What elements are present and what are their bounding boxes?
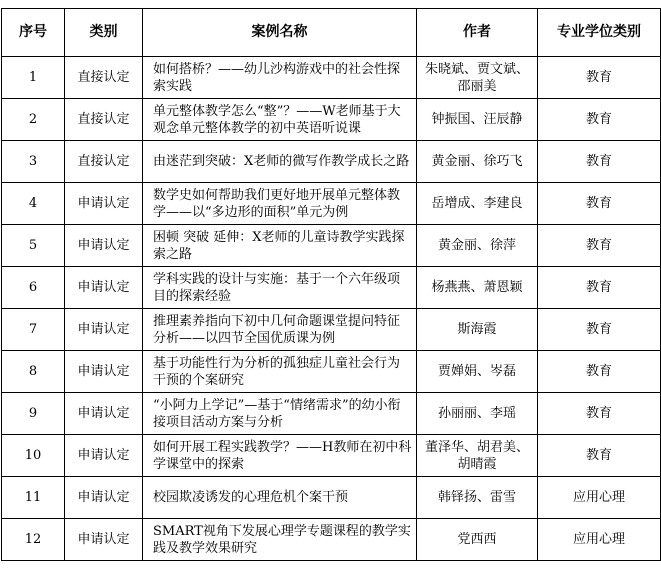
row-degree: 教育 <box>538 99 661 141</box>
row-degree: 教育 <box>538 351 661 393</box>
table-row <box>2 393 661 435</box>
row-title: 困顿 突破 延伸：X老师的儿童诗教学实践探索之路 <box>143 225 417 267</box>
row-degree: 应用心理 <box>538 477 661 519</box>
row-no: 2 <box>2 99 65 141</box>
row-no: 4 <box>2 183 65 225</box>
row-category: 申请认定 <box>65 225 143 267</box>
row-no: 12 <box>2 519 65 561</box>
row-degree: 教育 <box>538 183 661 225</box>
row-category: 申请认定 <box>65 393 143 435</box>
row-degree: 教育 <box>538 141 661 183</box>
row-category: 申请认定 <box>65 519 143 561</box>
row-title: SMART视角下发展心理学专题课程的教学实践及教学效果研究 <box>143 519 417 561</box>
row-category: 申请认定 <box>65 267 143 309</box>
row-degree: 教育 <box>538 57 661 99</box>
row-category: 申请认定 <box>65 351 143 393</box>
table-row <box>2 57 661 99</box>
row-authors: 党西西 <box>417 519 538 561</box>
table-row <box>2 183 661 225</box>
row-category: 直接认定 <box>65 99 143 141</box>
row-title: 学科实践的设计与实施：基于一个六年级项目的探索经验 <box>143 267 417 309</box>
row-authors: 韩铎扬、雷雪 <box>417 477 538 519</box>
row-no: 11 <box>2 477 65 519</box>
row-no: 1 <box>2 57 65 99</box>
row-authors: 岳增成、李建良 <box>417 183 538 225</box>
table-row <box>2 99 661 141</box>
row-no: 7 <box>2 309 65 351</box>
row-category: 申请认定 <box>65 435 143 477</box>
header-title: 案例名称 <box>143 9 417 57</box>
row-no: 5 <box>2 225 65 267</box>
row-title: 基于功能性行为分析的孤独症儿童社会行为干预的个案研究 <box>143 351 417 393</box>
row-category: 直接认定 <box>65 141 143 183</box>
header-degree: 专业学位类别 <box>538 9 661 57</box>
row-no: 3 <box>2 141 65 183</box>
header-no: 序号 <box>2 9 65 57</box>
header-authors: 作者 <box>417 9 538 57</box>
table-row <box>2 435 661 477</box>
row-category: 申请认定 <box>65 309 143 351</box>
row-category: 直接认定 <box>65 57 143 99</box>
table-row <box>2 351 661 393</box>
table-row <box>2 225 661 267</box>
row-title: 如何搭桥？——幼儿沙构游戏中的社会性探索实践 <box>143 57 417 99</box>
row-title: 推理素养指向下初中几何命题课堂提问特征分析——以四节全国优质课为例 <box>143 309 417 351</box>
case-list-table <box>1 8 661 561</box>
row-title: 如何开展工程实践教学？——H教师在初中科学课堂中的探索 <box>143 435 417 477</box>
row-authors: 钟振国、汪辰静 <box>417 99 538 141</box>
table-row <box>2 267 661 309</box>
row-authors: 董泽华、胡君美、胡晴霞 <box>417 435 538 477</box>
row-title: 校园欺凌诱发的心理危机个案干预 <box>143 477 417 519</box>
table-row <box>2 141 661 183</box>
row-degree: 应用心理 <box>538 519 661 561</box>
row-title: 由迷茫到突破：X老师的微写作教学成长之路 <box>143 141 417 183</box>
row-authors: 杨燕燕、萧恩颖 <box>417 267 538 309</box>
row-category: 申请认定 <box>65 183 143 225</box>
row-authors: 黄金丽、徐萍 <box>417 225 538 267</box>
row-title: 数学史如何帮助我们更好地开展单元整体教学——以“多边形的面积”单元为例 <box>143 183 417 225</box>
row-authors: 朱晓斌、贾文斌、邵丽美 <box>417 57 538 99</box>
header-row <box>2 9 661 57</box>
row-category: 申请认定 <box>65 477 143 519</box>
row-title: 单元整体教学怎么“整”？——W老师基于大观念单元整体教学的初中英语听说课 <box>143 99 417 141</box>
table-row <box>2 309 661 351</box>
table-row <box>2 477 661 519</box>
row-degree: 教育 <box>538 309 661 351</box>
header-category: 类别 <box>65 9 143 57</box>
row-title: “小阿力上学记”—基于“情绪需求”的幼小衔接项目活动方案与分析 <box>143 393 417 435</box>
table-row <box>2 519 661 561</box>
row-authors: 斯海霞 <box>417 309 538 351</box>
row-no: 6 <box>2 267 65 309</box>
row-degree: 教育 <box>538 393 661 435</box>
row-no: 9 <box>2 393 65 435</box>
row-degree: 教育 <box>538 435 661 477</box>
row-authors: 贾婵娟、岑磊 <box>417 351 538 393</box>
row-no: 10 <box>2 435 65 477</box>
row-degree: 教育 <box>538 225 661 267</box>
row-authors: 孙丽丽、李瑶 <box>417 393 538 435</box>
row-authors: 黄金丽、徐巧飞 <box>417 141 538 183</box>
row-degree: 教育 <box>538 267 661 309</box>
row-no: 8 <box>2 351 65 393</box>
